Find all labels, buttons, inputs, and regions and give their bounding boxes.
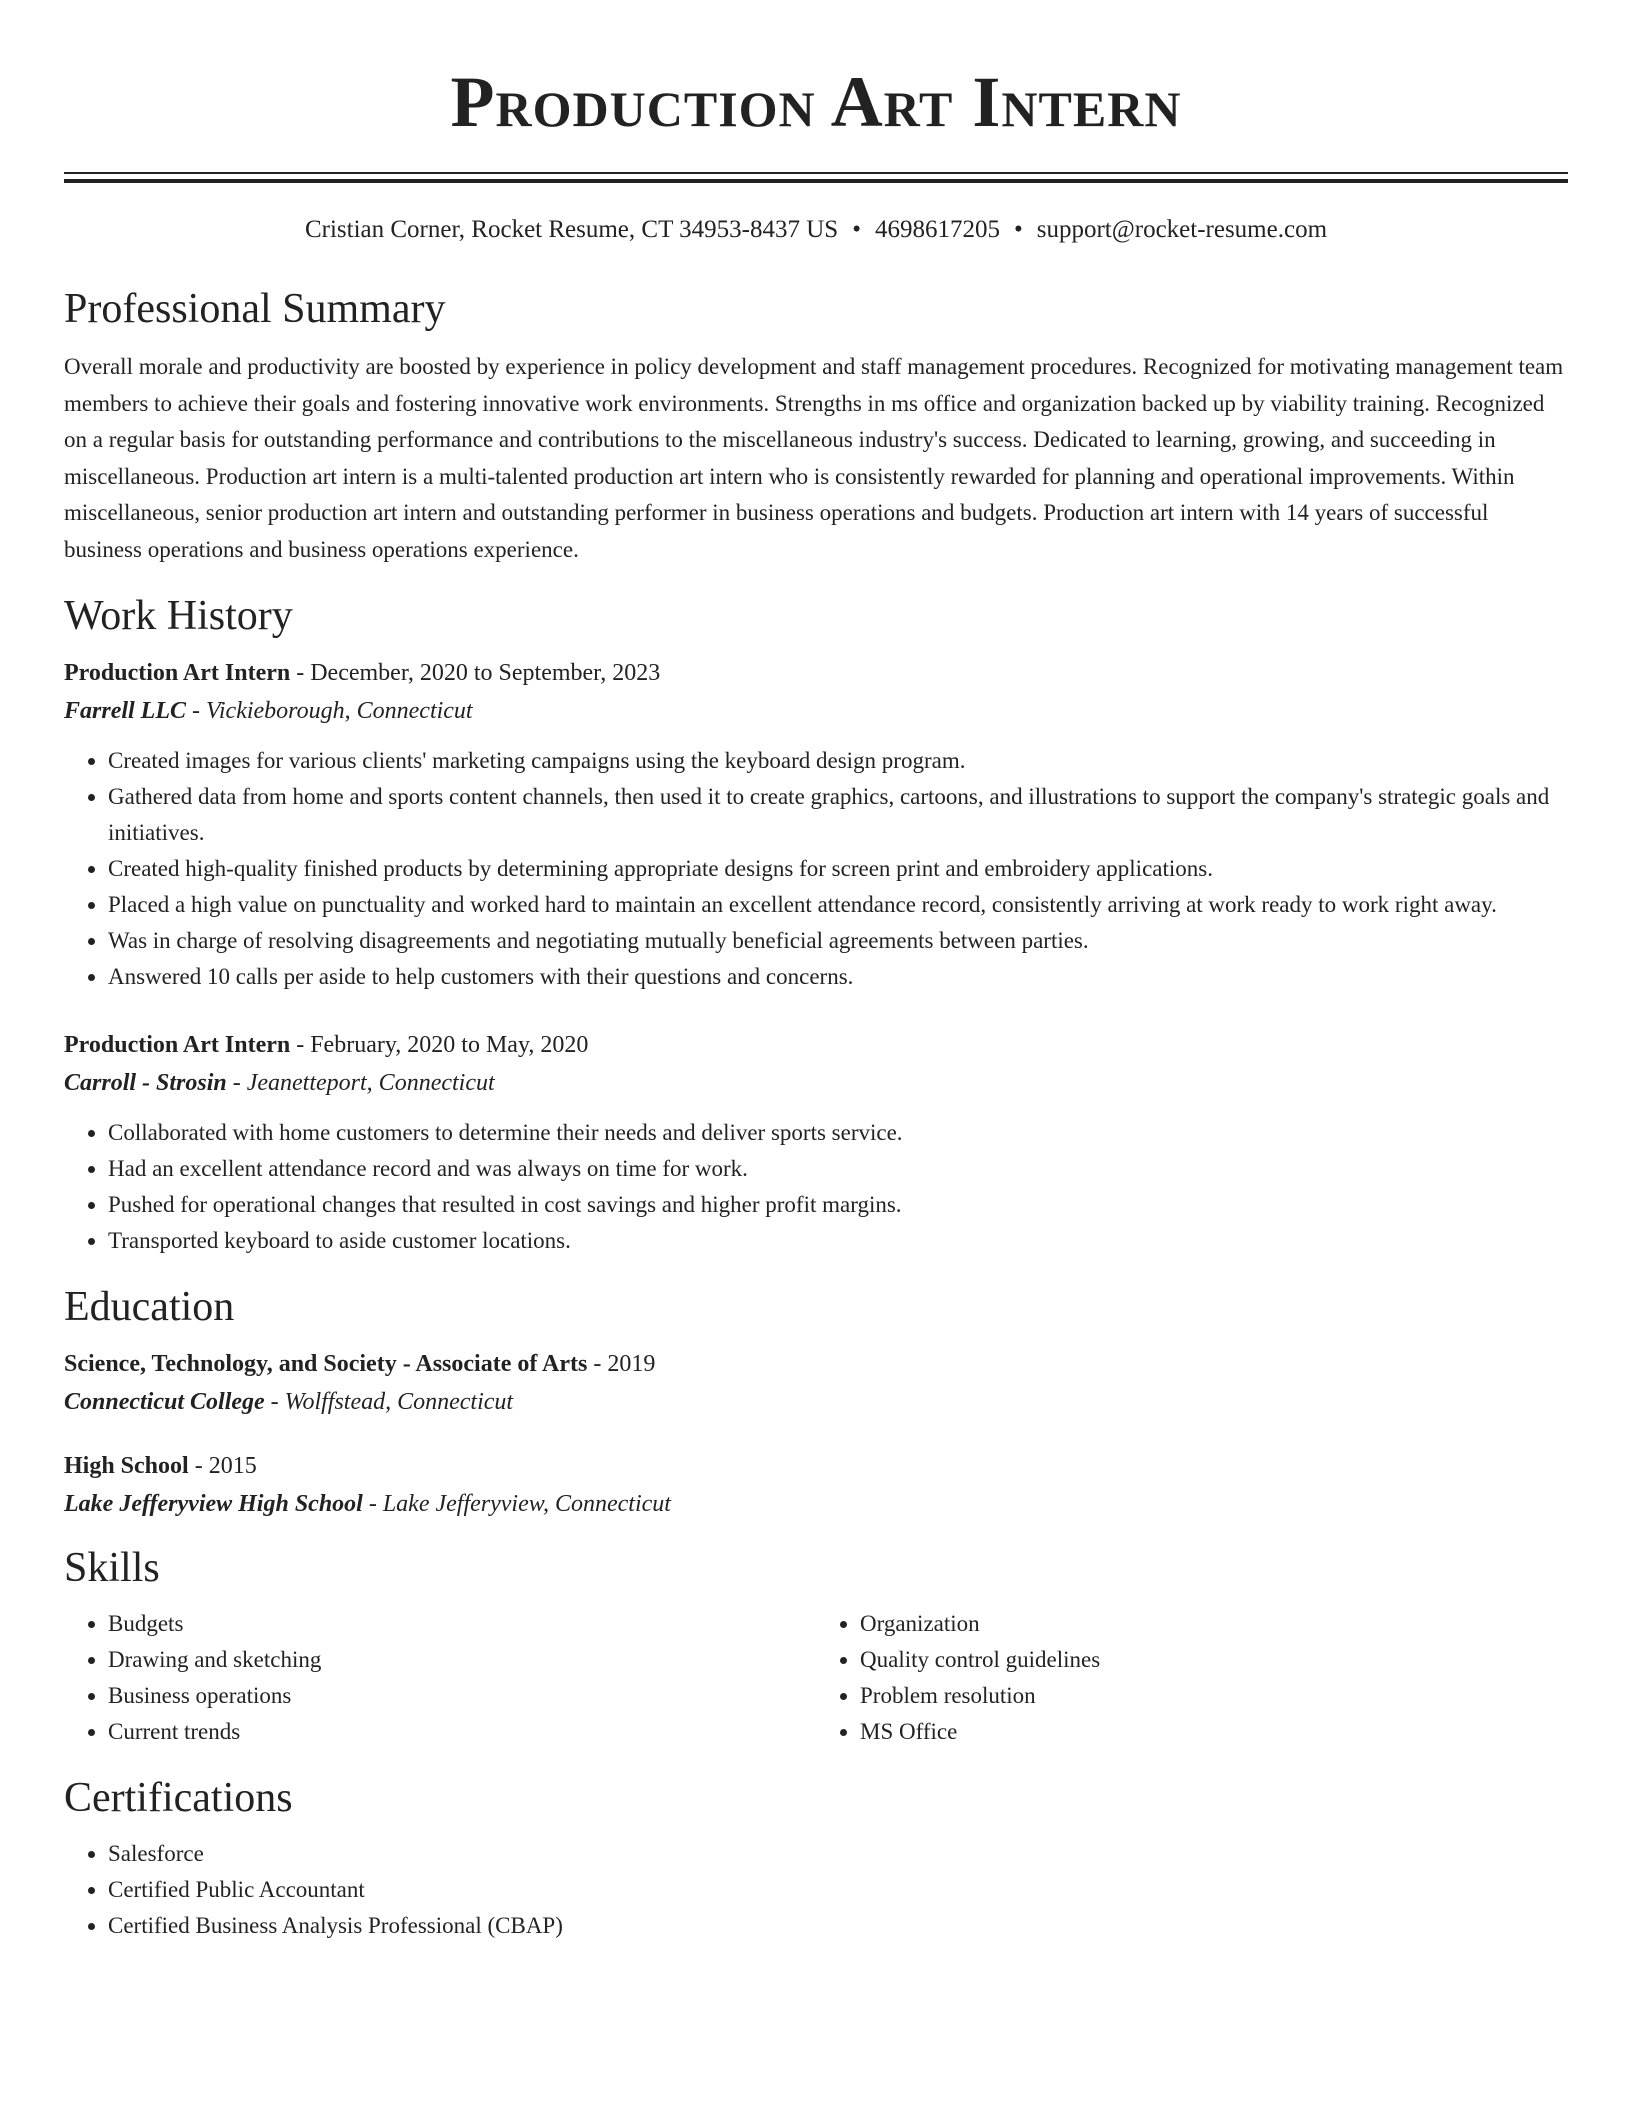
skills-columns xyxy=(64,1606,1568,1750)
education-entry xyxy=(64,1348,1568,1418)
job-duty: • Pushed for operational changes that resulted in cost savings and higher profit margins. xyxy=(108,1187,1568,1223)
job-heading xyxy=(64,657,1568,689)
education-heading: Education xyxy=(64,1284,235,1330)
job-duty: • Transported keyboard to aside customer locations. xyxy=(108,1223,1568,1259)
skill-item: • Budgets xyxy=(108,1606,816,1642)
job-heading xyxy=(64,1029,1568,1061)
education-degree-line xyxy=(64,1348,1568,1380)
certifications-heading: Certifications xyxy=(64,1775,293,1821)
certification-item: • Certified Business Analysis Professional (CBAP) xyxy=(108,1908,1568,1944)
job-duty: • Gathered data from home and sports content channels, then used it to create graphics, cartoons, and illustrations to support the company's strategic goals and initiatives. xyxy=(108,779,1568,851)
certification-item: • Certified Public Accountant xyxy=(108,1872,1568,1908)
education-school-line xyxy=(64,1386,1568,1418)
contact-email: support@rocket-resume.com xyxy=(1036,216,1328,243)
job-duty: • Created high-quality finished products by determining appropriate designs for screen print and embroidery applications. xyxy=(108,851,1568,887)
certifications-section xyxy=(64,1774,1568,1944)
title-divider xyxy=(64,172,1568,183)
job-duty: • Was in charge of resolving disagreements and negotiating mutually beneficial agreements between parties. xyxy=(108,923,1568,959)
certification-item: • Salesforce xyxy=(108,1836,1568,1872)
contact-separator: • xyxy=(852,216,861,243)
summary-text: Overall morale and productivity are boosted by experience in policy development and staff management procedures. Recognized for motivating management team members to achieve their goals and fostering innovative work environments. Strengths in ms office and organization backed up by viability training. Recognized on a regular basis for outstanding performance and contributions to the miscellaneous industry's success. Dedicated to learning, growing, and succeeding in miscellaneous. Production art intern is a multi-talented production art intern who is consistently rewarded for planning and operational improvements. Within miscellaneous, senior production art intern and outstanding performer in business operations and budgets. Production art intern with 14 years of successful business operations and business operations experience. xyxy=(64,354,1564,562)
contact-phone: 4698617205 xyxy=(874,216,1000,243)
skills-list-left xyxy=(64,1606,816,1750)
job-company: Carroll - Strosin xyxy=(64,1070,227,1096)
work-history-heading: Work History xyxy=(64,593,293,639)
job-entry xyxy=(64,657,1568,995)
job-title: Production Art Intern xyxy=(64,660,291,686)
skill-item: • Organization xyxy=(860,1606,1568,1642)
contact-address: Cristian Corner, Rocket Resume, CT 34953-8437 US xyxy=(304,216,839,243)
skills-list-right xyxy=(816,1606,1568,1750)
education-entry xyxy=(64,1450,1568,1520)
education-year: - 2019 xyxy=(587,1351,656,1377)
skill-item: • Current trends xyxy=(108,1714,816,1750)
job-employer xyxy=(64,1067,1568,1099)
education-degree: Science, Technology, and Society - Associate of Arts xyxy=(64,1351,588,1377)
job-duty: • Had an excellent attendance record and was always on time for work. xyxy=(108,1151,1568,1187)
summary-heading: Professional Summary xyxy=(64,286,446,332)
skills-heading: Skills xyxy=(64,1545,160,1591)
job-duty: • Answered 10 calls per aside to help customers with their questions and concerns. xyxy=(108,959,1568,995)
skill-item: • MS Office xyxy=(860,1714,1568,1750)
education-location: - Wolffstead, Connecticut xyxy=(264,1389,514,1415)
education-degree: High School xyxy=(64,1453,189,1479)
certifications-list xyxy=(64,1836,1568,1944)
job-title: Production Art Intern xyxy=(64,1032,291,1058)
education-school: Connecticut College xyxy=(64,1389,265,1415)
job-entry xyxy=(64,1029,1568,1259)
education-school: Lake Jefferyview High School xyxy=(64,1491,363,1517)
resume-title: Production Art Intern xyxy=(450,62,1182,142)
job-duties-list xyxy=(64,1115,1568,1259)
education-section xyxy=(64,1283,1568,1520)
job-duty: • Created images for various clients' marketing campaigns using the keyboard design program. xyxy=(108,743,1568,779)
job-duty: • Placed a high value on punctuality and worked hard to maintain an excellent attendance record, consistently arriving at work ready to work right away. xyxy=(108,887,1568,923)
job-duties-list xyxy=(64,743,1568,995)
contact-separator: • xyxy=(1013,216,1023,243)
job-company: Farrell LLC xyxy=(64,698,187,724)
skills-section xyxy=(64,1544,1568,1750)
skill-item: • Problem resolution xyxy=(860,1678,1568,1714)
job-dates: - February, 2020 to May, 2020 xyxy=(290,1032,589,1058)
skill-item: • Drawing and sketching xyxy=(108,1642,816,1678)
job-dates: - December, 2020 to September, 2023 xyxy=(290,660,661,686)
job-location: - Jeanetteport, Connecticut xyxy=(226,1070,495,1096)
education-degree-line xyxy=(64,1450,1568,1482)
job-duty: • Collaborated with home customers to determine their needs and deliver sports service. xyxy=(108,1115,1568,1151)
education-year: - 2015 xyxy=(188,1453,257,1479)
job-employer xyxy=(64,695,1568,727)
skill-item: • Business operations xyxy=(108,1678,816,1714)
education-location: - Lake Jefferyview, Connecticut xyxy=(362,1491,671,1517)
work-history-section xyxy=(64,592,1568,1259)
education-school-line xyxy=(64,1488,1568,1520)
job-location: - Vickieborough, Connecticut xyxy=(186,698,473,724)
skill-item: • Quality control guidelines xyxy=(860,1642,1568,1678)
summary-section xyxy=(64,285,1568,568)
contact-line xyxy=(64,215,1568,245)
